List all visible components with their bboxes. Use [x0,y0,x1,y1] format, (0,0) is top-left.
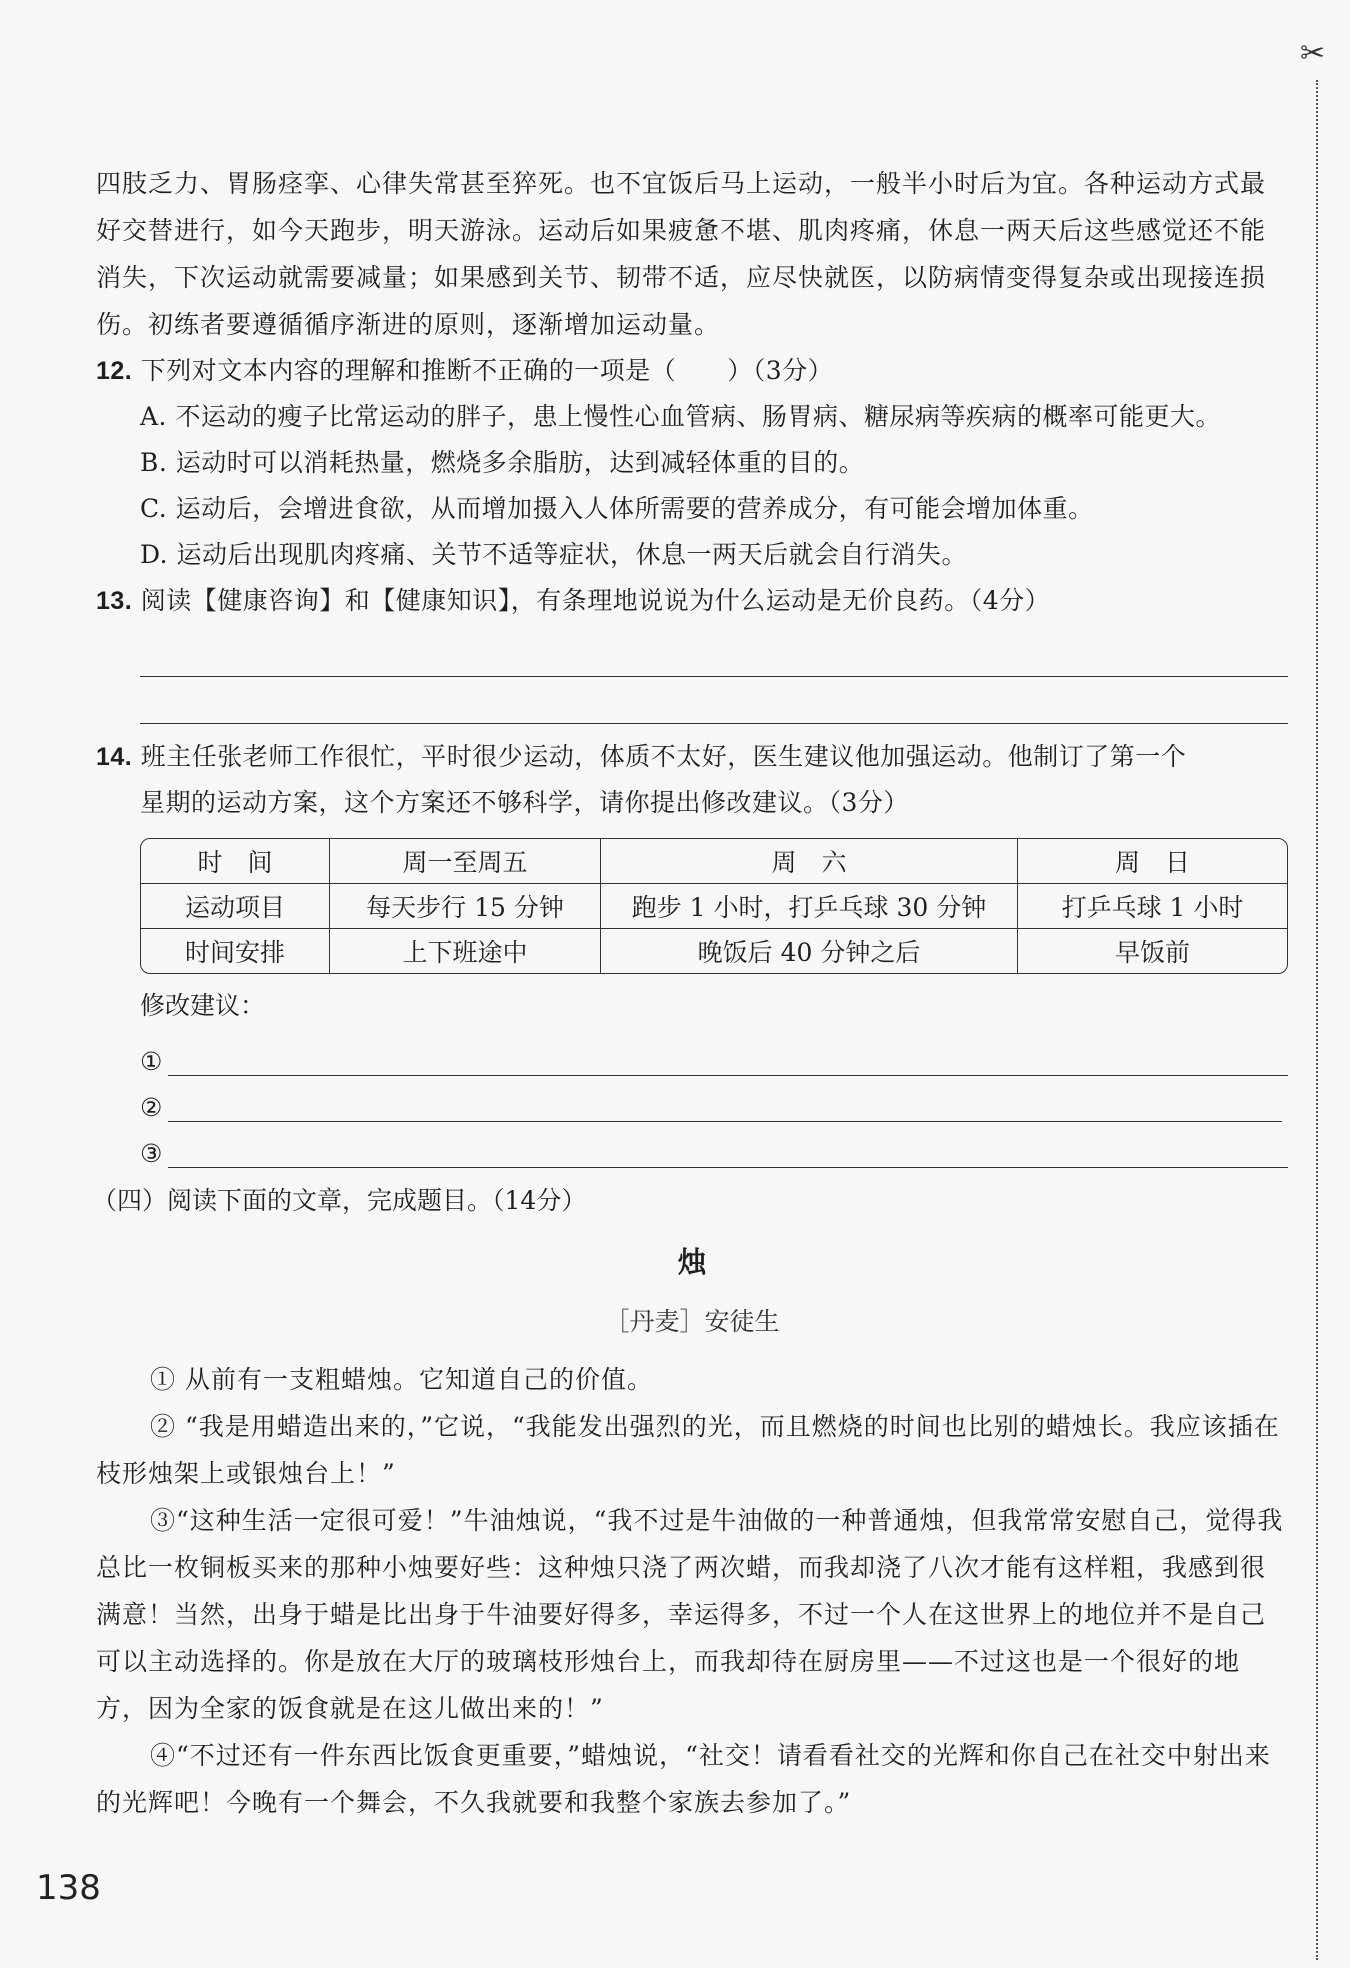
section-heading: （四）阅读下面的文章，完成题目。（14分） [92,1186,587,1215]
table-cell: 跑步 1 小时，打乒乓球 30 分钟 [601,884,1018,929]
page-number: 138 [36,1868,101,1908]
table-header-cell: 周 六 [601,839,1018,884]
suggestion-answer-line[interactable] [168,1045,1288,1076]
article-paragraph-2: ② “我是用蜡造出来的，”它说，“我能发出强烈的光，而且燃烧的时间也比别的蜡烛长。我应该插在枝形烛架上或银烛台上！” [96,1412,1280,1488]
question-13-stem: 阅读【健康咨询】和【健康知识】，有条理地说说为什么运动是无价良药。（4分） [140,586,1051,615]
question-13 [96,578,1288,624]
table-header-cell: 周 日 [1018,839,1287,884]
question-12 [96,348,1288,394]
table-row [141,884,1287,929]
article-paragraph-1: ① 从前有一支粗蜡烛。它知道自己的价值。 [150,1365,653,1394]
question-12-stem: 下列对文本内容的理解和推断不正确的一项是（ ）（3分） [140,356,834,385]
q12-option-a: A. 不运动的瘦子比常运动的胖子，患上慢性心血管病、肠胃病、糖尿病等疾病的概率可能更大。 [140,402,1221,431]
article-paragraph-3: ③“这种生活一定很可爱！”牛油烛说，“我不过是牛油做的一种普通烛，但我常常安慰自己，觉得我总比一枚铜板买来的那种小烛要好些：这种烛只浇了两次蜡，而我却浇了八次才能有这样粗，我感到很满意！当然，出身于蜡是比出身于牛油要好得多，幸运得多，不过一个人在这世界上的地位并不是自己可以主动选择的。你是放在大厅的玻璃枝形烛台上，而我却待在厨房里——不过这也是一个很好的地方，因为全家的饭食就是在这儿做出来的！” [96,1506,1284,1723]
table-header-cell: 时 间 [141,839,330,884]
table-cell: 时间安排 [141,929,330,973]
table-row [141,929,1287,973]
table-header-row [141,839,1287,884]
table-cell: 运动项目 [141,884,330,929]
question-14-stem-1: 班主任张老师工作很忙，平时很少运动，体质不太好，医生建议他加强运动。他制订了第一个 [140,742,1187,771]
q12-option-d: D. 运动后出现肌肉疼痛、关节不适等症状，休息一两天后就会自行消失。 [140,540,968,569]
table-header-cell: 周一至周五 [330,839,601,884]
article-title: 烛 [677,1245,707,1279]
suggestion-mark: ② [140,1093,163,1122]
cut-line [1316,80,1318,1960]
suggestion-row-1[interactable] [140,1030,1288,1076]
continuation-paragraph: 四肢乏力、胃肠痉挛、心律失常甚至猝死。也不宜饭后马上运动，一般半小时后为宜。各种运动方式最好交替进行，如今天跑步，明天游泳。运动后如果疲惫不堪、肌肉疼痛，休息一两天后这些感觉还不能消失，下次运动就需要减量；如果感到关节、韧带不适，应尽快就医，以防病情变得复杂或出现接连损伤。初练者要遵循循序渐进的原则，逐渐增加运动量。 [96,169,1267,339]
suggestion-mark: ① [140,1047,163,1076]
question-13-number: 13. [96,587,133,615]
exercise-plan-table [140,838,1288,974]
suggestion-row-3[interactable] [140,1122,1288,1168]
answer-line-q13-1[interactable] [140,630,1288,677]
question-14 [96,734,1288,780]
question-14-number: 14. [96,743,133,771]
suggestion-label: 修改建议： [140,991,266,1020]
table-cell: 打乒乓球 1 小时 [1018,884,1287,929]
article-author: ［丹麦］安徒生 [604,1307,780,1336]
q12-option-b: B. 运动时可以消耗热量，燃烧多余脂肪，达到减轻体重的目的。 [140,448,865,477]
q12-option-c: C. 运动后，会增进食欲，从而增加摄入人体所需要的营养成分，有可能会增加体重。 [140,494,1094,523]
suggestion-answer-line[interactable] [168,1137,1288,1168]
page-content [92,160,1288,1826]
table-cell: 每天步行 15 分钟 [330,884,601,929]
suggestion-answer-line[interactable] [168,1091,1282,1122]
scissors-icon: ✂ [1300,36,1326,71]
suggestion-mark: ③ [140,1139,163,1168]
table-cell: 早饭前 [1114,938,1190,967]
table-cell: 上下班途中 [330,929,601,973]
question-12-number: 12. [96,357,133,385]
article-paragraph-4: ④“不过还有一件东西比饭食更重要，”蜡烛说，“社交！请看看社交的光辉和你自己在社交中射出来的光辉吧！今晚有一个舞会，不久我就要和我整个家族去参加了。” [96,1741,1271,1817]
answer-line-q13-2[interactable] [140,677,1288,724]
question-14-stem-2: 星期的运动方案，这个方案还不够科学，请你提出修改建议。（3分） [140,788,909,817]
table-cell: 晚饭后 40 分钟之后 [601,929,1018,973]
suggestion-row-2[interactable] [140,1076,1288,1122]
